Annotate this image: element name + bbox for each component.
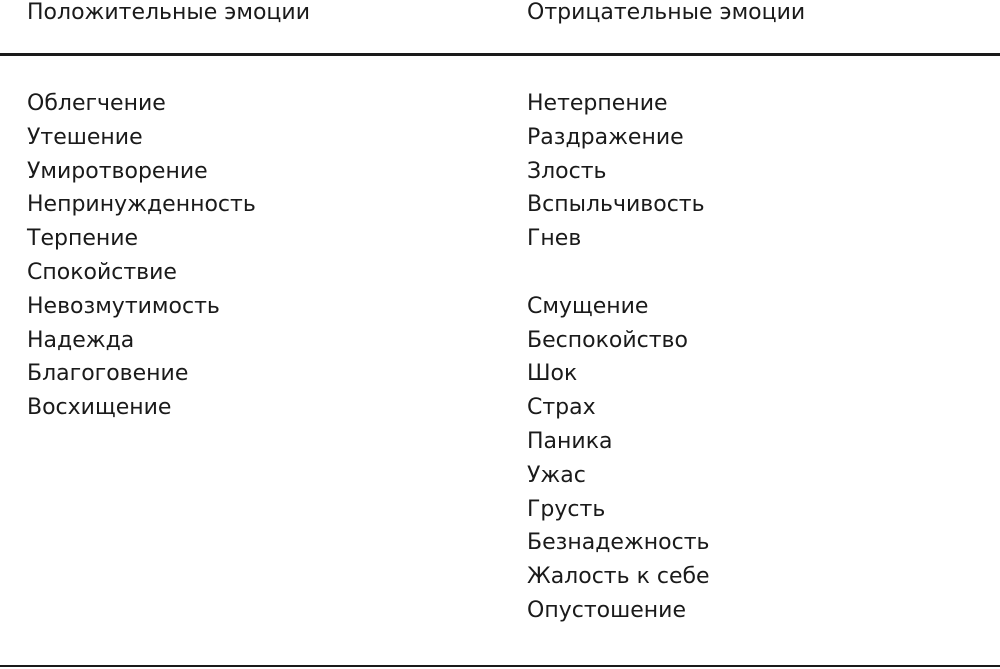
header-divider: [0, 53, 1000, 56]
bottom-divider: [0, 665, 1000, 667]
list-item: Восхищение: [27, 395, 172, 421]
list-item: Непринужденность: [27, 192, 256, 218]
list-item: Надежда: [27, 327, 135, 353]
list-item: Облегчение: [27, 91, 166, 116]
list-item: Умиротворение: [27, 158, 208, 184]
list-item: Благоговение: [27, 361, 189, 387]
list-item: Утешение: [27, 124, 143, 150]
list-item: Вспыльчивость: [527, 192, 705, 218]
positive-emotions-header: Положительные эмоции: [27, 0, 311, 25]
list-item: Беспокойство: [527, 327, 688, 353]
list-item: Нетерпение: [527, 91, 668, 116]
list-item: Паника: [527, 428, 613, 454]
list-item: Терпение: [27, 226, 139, 252]
list-item: Жалость к себе: [527, 564, 710, 590]
list-item: Невозмутимость: [27, 293, 220, 319]
list-item: Шок: [527, 361, 578, 387]
negative-emotions-header: Отрицательные эмоции: [527, 0, 806, 25]
list-item: Гнев: [527, 226, 582, 252]
list-item: Злость: [527, 158, 607, 184]
list-item: Смущение: [527, 293, 649, 319]
positive-emotions-list: [27, 89, 256, 427]
list-item: Раздражение: [527, 124, 684, 150]
list-item: Грусть: [527, 496, 606, 522]
list-item: Спокойствие: [27, 259, 177, 285]
list-item: Опустошение: [527, 597, 686, 623]
list-item: Безнадежность: [527, 530, 710, 556]
list-item: Страх: [527, 395, 596, 421]
negative-emotions-list: [527, 89, 710, 630]
list-item: Ужас: [527, 462, 586, 488]
